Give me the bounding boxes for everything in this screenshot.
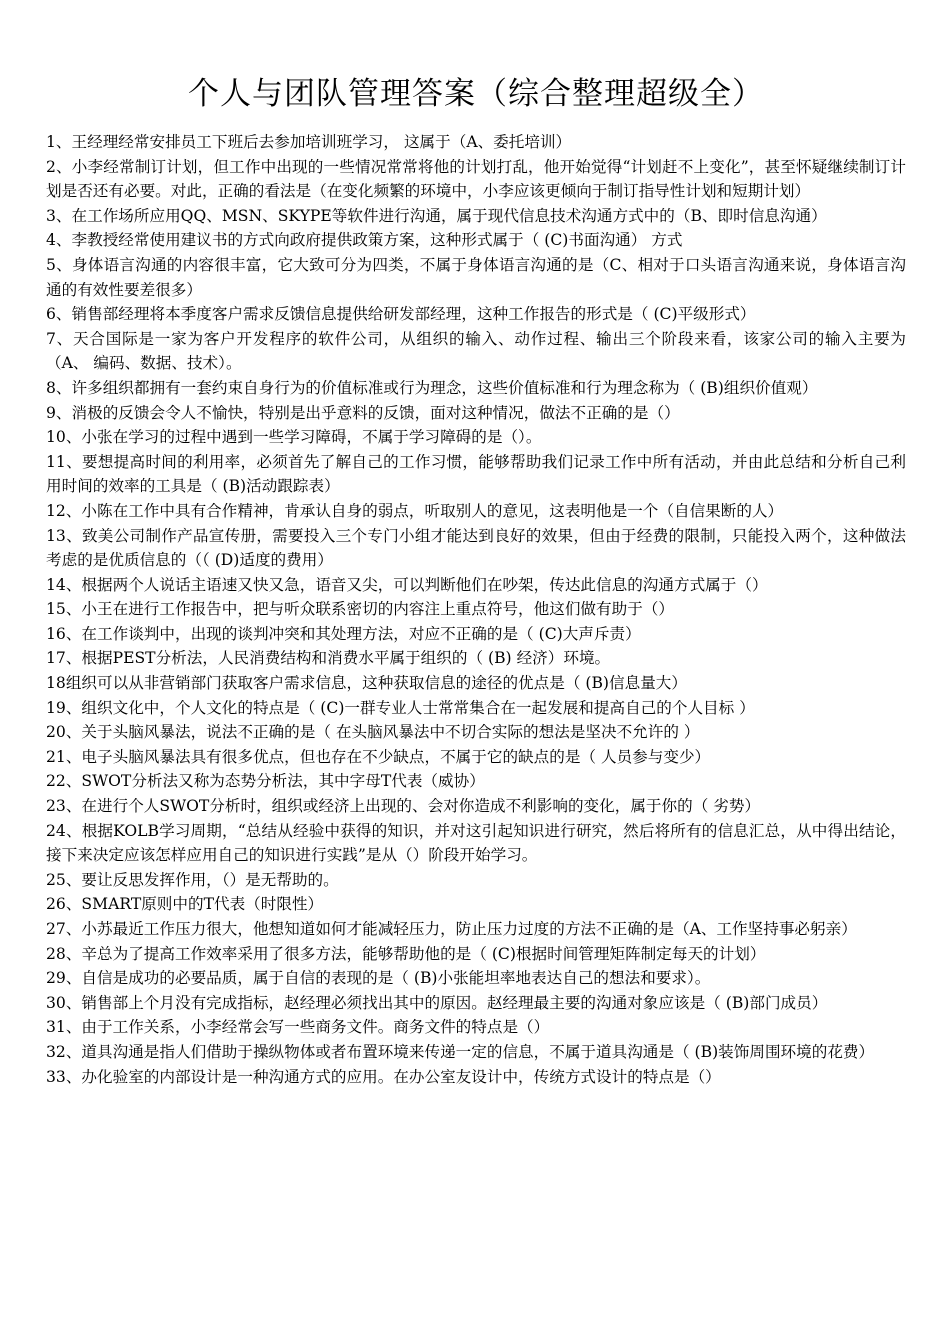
question-item: 27、小苏最近工作压力很大，他想知道如何才能减轻压力，防止压力过度的方法不正确的是（A、工作坚持事必躬亲） xyxy=(46,920,857,938)
question-item: 12、小陈在工作中具有合作精神，肯承认自身的弱点，听取别人的意见，这表明他是一个（自信果断的人） xyxy=(46,501,784,520)
question-item: 23、在进行个人SWOT分析时，组织或经济上出现的、会对你造成不利影响的变化，属于你的（ 劣势） xyxy=(46,797,761,816)
question-item: 22、SWOT分析法又称为态势分析法，其中字母T代表（威协） xyxy=(46,772,485,791)
question-item: 14、根据两个人说话主语速又快又急，语音又尖，可以判断他们在吵架，传达此信息的沟通方式属于（） xyxy=(46,575,768,594)
question-item: 13、致美公司制作产品宣传册，需要投入三个专门小组才能达到良好的效果，但由于经费的限制，只能投入两个，这种做法考虑的是优质信息的（（ (D)适度的费用） xyxy=(46,526,906,570)
question-item: 25、要让反思发挥作用，（）是无帮助的。 xyxy=(46,870,339,889)
question-item: 21、电子头脑风暴法具有很多优点，但也存在不少缺点，不属于它的缺点的是（ 人员参与变少） xyxy=(46,747,711,766)
question-item: 1、王经理经常安排员工下班后去参加培训班学习， 这属于（A、委托培训） xyxy=(46,133,572,151)
question-item: 20、关于头脑风暴法，说法不正确的是（ 在头脑风暴法中不切合实际的想法是坚决不允许的 ） xyxy=(46,723,700,742)
question-item: 8、许多组织都拥有一套约束自身行为的价值标准或行为理念，这些价值标准和行为理念称为（ (B)组织价值观） xyxy=(46,378,818,397)
question-item: 19、组织文化中，个人文化的特点是（ (C)一群专业人士常常集合在一起发展和提高自己的个人目标 ） xyxy=(46,698,755,717)
question-item: 28、辛总为了提高工作效率采用了很多方法，能够帮助他的是（ (C)根据时间管理矩阵制定每天的计划） xyxy=(46,944,766,963)
question-item: 16、在工作谈判中，出现的谈判冲突和其处理方法，对应不正确的是（ (C)大声斥责） xyxy=(46,624,641,643)
question-item: 10、小张在学习的过程中遇到一些学习障碍，不属于学习障碍的是（）。 xyxy=(46,428,542,447)
question-item: 6、销售部经理将本季度客户需求反馈信息提供给研发部经理，这种工作报告的形式是（ (C)平级形式） xyxy=(46,305,756,324)
question-list xyxy=(46,130,906,1089)
question-item: 29、自信是成功的必要品质，属于自信的表现的是（ (B)小张能坦率地表达自己的想法和要求）。 xyxy=(46,969,711,988)
question-item: 26、SMART原则中的T代表（时限性） xyxy=(46,895,324,914)
question-item: 5、身体语言沟通的内容很丰富，它大致可分为四类，不属于身体语言沟通的是（C、相对于口头语言沟通来说，身体语言沟通的有效性要差很多） xyxy=(46,255,906,299)
question-item: 7、天合国际是一家为客户开发程序的软件公司，从组织的输入、动作过程、输出三个阶段来看，该家公司的输入主要为（A、 编码、数据、技术）。 xyxy=(46,329,906,373)
question-item: 31、由于工作关系，小李经常会写一些商务文件。商务文件的特点是（） xyxy=(46,1018,550,1037)
question-item: 18组织可以从非营销部门获取客户需求信息，这种获取信息的途径的优点是（ (B)信息量大） xyxy=(46,674,687,693)
document-title: 个人与团队管理答案（综合整理超级全） xyxy=(188,76,764,112)
question-item: 33、办化验室的内部设计是一种沟通方式的应用。在办公室友设计中，传统方式设计的特点是（） xyxy=(46,1067,721,1086)
question-item: 11、要想提高时间的利用率，必须首先了解自己的工作习惯，能够帮助我们记录工作中所有活动，并由此总结和分析自己利用时间的效率的工具是（ (B)活动跟踪表） xyxy=(46,452,906,496)
question-item: 4、李教授经常使用建议书的方式向政府提供政策方案，这种形式属于（ (C)书面沟通） 方式 xyxy=(46,231,683,250)
question-item: 9、消极的反馈会令人不愉快，特别是出乎意料的反馈，面对这种情况，做法不正确的是（） xyxy=(46,403,680,422)
question-item: 3、在工作场所应用QQ、MSN、SKYPE等软件进行沟通，属于现代信息技术沟通方式中的（B、即时信息沟通） xyxy=(46,206,827,225)
question-item: 30、销售部上个月没有完成指标，赵经理必须找出其中的原因。赵经理最主要的沟通对象应该是（ (B)部门成员） xyxy=(46,993,828,1012)
question-item: 15、小王在进行工作报告中，把与听众联系密切的内容注上重点符号，他这们做有助于（） xyxy=(46,600,674,619)
question-item: 24、根据KOLB学习周期，“总结从经验中获得的知识，并对这引起知识进行研究，然后将所有的信息汇总，从中得出结论，接下来决定应该怎样应用自己的知识进行实践”是从（）阶段开始学习。 xyxy=(46,821,906,865)
question-item: 2、小李经常制订计划，但工作中出现的一些情况常常将他的计划打乱，他开始觉得“计划赶不上变化”，甚至怀疑继续制订计划是否还有必要。对此，正确的看法是（在变化频繁的环境中，小李应该更倾向于制订指导性计划和短期计划） xyxy=(46,157,906,201)
question-item: 32、道具沟通是指人们借助于操纵物体或者布置环境来传递一定的信息，不属于道具沟通是（ (B)装饰周围环境的花费） xyxy=(46,1042,875,1061)
question-item: 17、根据PEST分析法，人民消费结构和消费水平属于组织的（ (B) 经济）环境。 xyxy=(46,649,611,668)
